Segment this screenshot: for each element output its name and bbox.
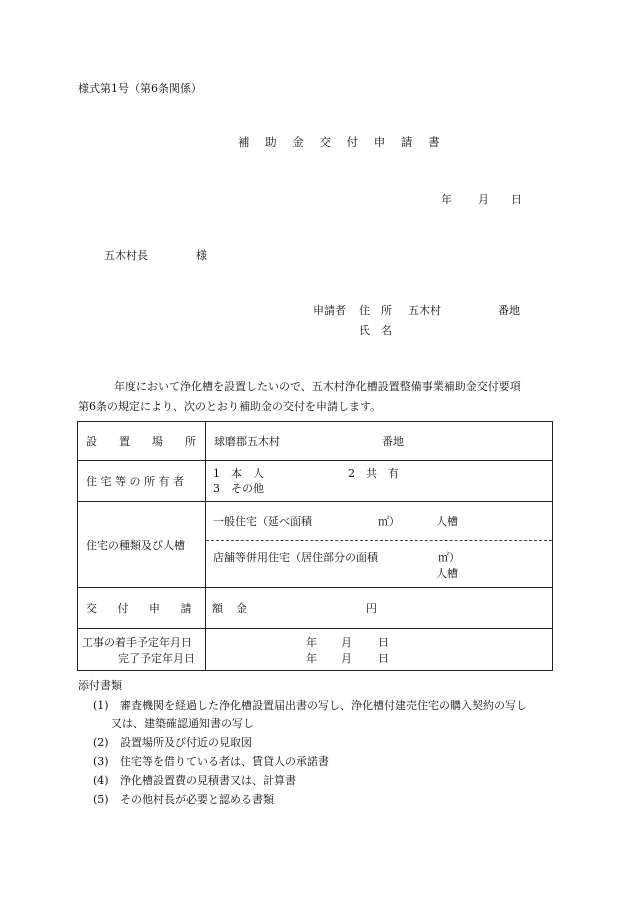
date-day-label: 日 xyxy=(511,193,522,206)
addressee-name: 五木村長 xyxy=(104,249,148,262)
page-title: 補 助 金 交 付 申 請 書 xyxy=(238,135,446,149)
schedule-start-day: 日 xyxy=(378,636,389,649)
attachments-heading: 添付書類 xyxy=(78,679,122,692)
applicant-label: 申請者 xyxy=(313,304,346,317)
housing-shop: 店舗等併用住宅（居住部分の面積 xyxy=(213,551,378,564)
form-number: 様式第1号（第6条関係） xyxy=(78,82,202,95)
owner-option-self: 1 本 人 xyxy=(213,467,264,480)
owner-label: 住 宅 等 の 所 有 者 xyxy=(86,475,184,488)
schedule-end-month: 月 xyxy=(341,652,352,665)
owner-option-joint: 2 共 有 xyxy=(348,467,399,480)
amount-prefix: 金 xyxy=(236,602,247,615)
housing-shop-unit: ㎡） xyxy=(438,551,460,564)
applicant-address-label: 住 所 xyxy=(359,304,392,317)
housing-general: 一般住宅（延べ面積 xyxy=(213,515,312,528)
schedule-end-day: 日 xyxy=(378,652,389,665)
attachment-num-4: (4) xyxy=(93,774,109,787)
housing-general-unit: ㎡） xyxy=(378,515,400,528)
body-line-1: 年度において浄化槽を設置したいので、五木村浄化槽設置整備事業補助金交付要項 xyxy=(114,380,521,393)
schedule-end-year: 年 xyxy=(306,652,317,665)
attachment-num-3: (3) xyxy=(93,755,109,768)
location-banchi: 番地 xyxy=(382,435,404,448)
applicant-banchi: 番地 xyxy=(498,304,520,317)
table-row-location xyxy=(78,422,553,461)
location-label: 設 置 場 所 xyxy=(86,435,196,448)
housing-general-tank: 人槽 xyxy=(436,515,458,528)
date-year-label: 年 xyxy=(441,193,452,206)
location-value: 球磨郡五木村 xyxy=(214,435,280,448)
schedule-start-label: 工事の着手予定年月日 xyxy=(82,636,192,649)
attachment-num-1: (1) xyxy=(93,699,109,712)
attachment-text-1: 審査機関を経過した浄化槽設置届出書の写し、浄化槽付建売住宅の購入契約の写し xyxy=(120,699,527,712)
housing-divider xyxy=(206,540,552,541)
attachment-num-2: (2) xyxy=(93,736,109,749)
table-row-amount xyxy=(78,588,553,629)
housing-shop-tank: 人槽 xyxy=(436,567,458,580)
applicant-address-value: 五木村 xyxy=(408,304,441,317)
housing-label: 住宅の種類及び人槽 xyxy=(86,538,185,552)
attachment-text-2: 設置場所及び付近の見取図 xyxy=(120,736,252,749)
attachment-text-4: 浄化槽設置費の見積書又は、計算書 xyxy=(120,774,296,787)
amount-unit: 円 xyxy=(366,602,377,615)
date-month-label: 月 xyxy=(478,193,489,206)
owner-option-other: 3 その他 xyxy=(213,482,264,495)
attachment-text-3: 住宅等を借りている者は、賃貸人の承諾書 xyxy=(120,755,329,768)
schedule-start-year: 年 xyxy=(306,636,317,649)
attachment-text-5: その他村長が必要と認める書類 xyxy=(120,793,274,806)
attachment-text-1b: 又は、建築確認通知書の写し xyxy=(111,717,254,730)
table-row-schedule xyxy=(78,629,553,671)
addressee-honorific: 様 xyxy=(196,249,207,262)
amount-label: 交 付 申 請 額 xyxy=(86,602,223,615)
schedule-end-label: 完了予定年月日 xyxy=(118,652,195,665)
schedule-start-month: 月 xyxy=(341,636,352,649)
body-line-2: 第6条の規定により、次のとおり補助金の交付を申請します。 xyxy=(78,400,382,413)
applicant-name-label: 氏 名 xyxy=(359,324,392,337)
table-row-housing xyxy=(78,502,553,588)
table-row-owner xyxy=(78,461,553,502)
attachment-num-5: (5) xyxy=(93,793,109,806)
application-table xyxy=(77,421,553,671)
